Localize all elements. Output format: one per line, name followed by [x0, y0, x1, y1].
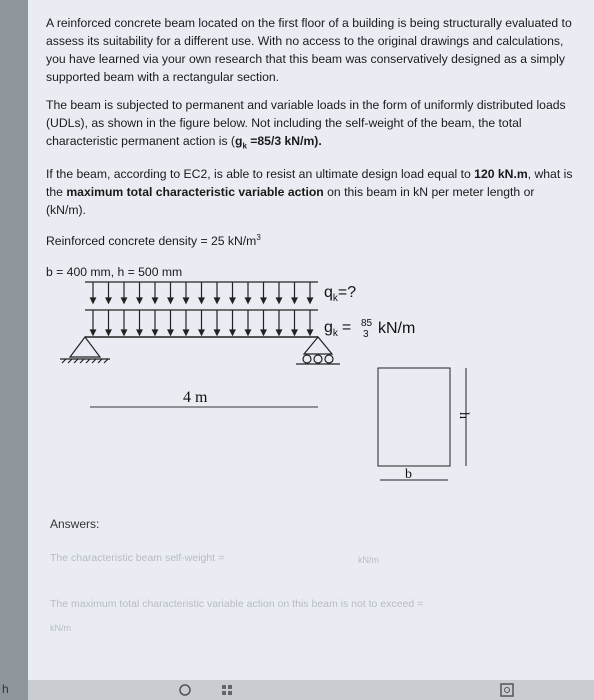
- variable-action-prompt: The maximum total characteristic variable action on this beam is not to exceed =: [50, 598, 424, 610]
- qk-arrow-head: [184, 298, 189, 303]
- gk-fraction-den: 3: [363, 329, 369, 340]
- variable-action-unit: kN/m: [50, 623, 71, 633]
- gk-label: $g_k$ =: [324, 319, 352, 339]
- qk-arrow-head: [91, 298, 96, 303]
- gk-arrow-head: [91, 330, 96, 335]
- roller-support: [296, 337, 340, 364]
- gk-arrow-head: [122, 330, 127, 335]
- qk-arrow-head: [246, 298, 251, 303]
- edge-letter: h: [2, 682, 9, 696]
- gk-arrow-head: [199, 330, 204, 335]
- gk-arrow-head: [168, 330, 173, 335]
- paragraph-loads: The beam is subjected to permanent and variable loads in the form of uniformly distributed loads (UDLs), as shown in the figure below. Not including the self-weight of the beam, the total characteristic permanent action is ($g_k =85/3$ kN/m).: [46, 98, 566, 151]
- question-text: [46, 14, 576, 293]
- qk-arrow-head: [168, 298, 173, 303]
- circle-icon[interactable]: [178, 683, 192, 697]
- span-label: 4 m: [183, 389, 208, 406]
- qk-arrow-head: [106, 298, 111, 303]
- question-page: [28, 0, 594, 680]
- gk-arrow-head: [184, 330, 189, 335]
- gk-arrow-head: [215, 330, 220, 335]
- gk-arrow-head: [261, 330, 266, 335]
- paragraph-task: If the beam, according to EC2, is able to resist an ultimate design load equal to 120 kN.m, what is the maximum total characteristic variable action on this beam in kN per meter length or (kN/m).: [46, 167, 573, 218]
- qk-arrow-head: [122, 298, 127, 303]
- self-weight-unit: kN/m: [358, 555, 379, 565]
- dimensions-line: b = 400 mm, h = 500 mm: [46, 264, 183, 279]
- qk-udl: [85, 282, 318, 303]
- gk-arrow-head: [153, 330, 158, 335]
- density-line: Reinforced concrete density = 25 $kN/m^3$: [46, 233, 261, 249]
- gk-arrow-head: [230, 330, 235, 335]
- h-label: h: [456, 412, 471, 419]
- qk-arrow-head: [199, 298, 204, 303]
- gk-arrow-head: [308, 330, 313, 335]
- grid-icon[interactable]: [220, 683, 234, 697]
- gk-arrow-head: [106, 330, 111, 335]
- qk-arrow-head: [230, 298, 235, 303]
- gk-udl: [85, 310, 318, 335]
- qk-arrow-head: [261, 298, 266, 303]
- beam-diagram: [28, 270, 594, 500]
- gk-arrow-head: [137, 330, 142, 335]
- cross-section: [378, 368, 450, 466]
- qk-arrow-head: [308, 298, 313, 303]
- gk-arrow-head: [292, 330, 297, 335]
- qk-arrow-head: [277, 298, 282, 303]
- qk-label: $q_k=$?: [324, 284, 357, 304]
- self-weight-prompt: The characteristic beam self-weight =: [50, 552, 225, 564]
- gk-fraction-num: 85: [361, 318, 373, 329]
- image-icon[interactable]: [500, 683, 514, 697]
- b-label: b: [405, 467, 412, 482]
- answers-label: Answers:: [50, 517, 100, 531]
- qk-arrow-head: [215, 298, 220, 303]
- qk-arrow-head: [153, 298, 158, 303]
- gk-arrow-head: [277, 330, 282, 335]
- paragraph-intro: A reinforced concrete beam located on the first floor of a building is being structurally evaluated to assess its suitability for a different use. With no access to the original drawings and calculations, you have learned via your own research that this beam was conservatively designed as a simply supported beam with a rectangular section.: [46, 16, 572, 84]
- gk-arrow-head: [246, 330, 251, 335]
- pin-support: [60, 337, 110, 363]
- left-edge-strip: [0, 0, 28, 700]
- qk-arrow-head: [137, 298, 142, 303]
- qk-arrow-head: [292, 298, 297, 303]
- gk-unit: kN/m: [378, 320, 416, 337]
